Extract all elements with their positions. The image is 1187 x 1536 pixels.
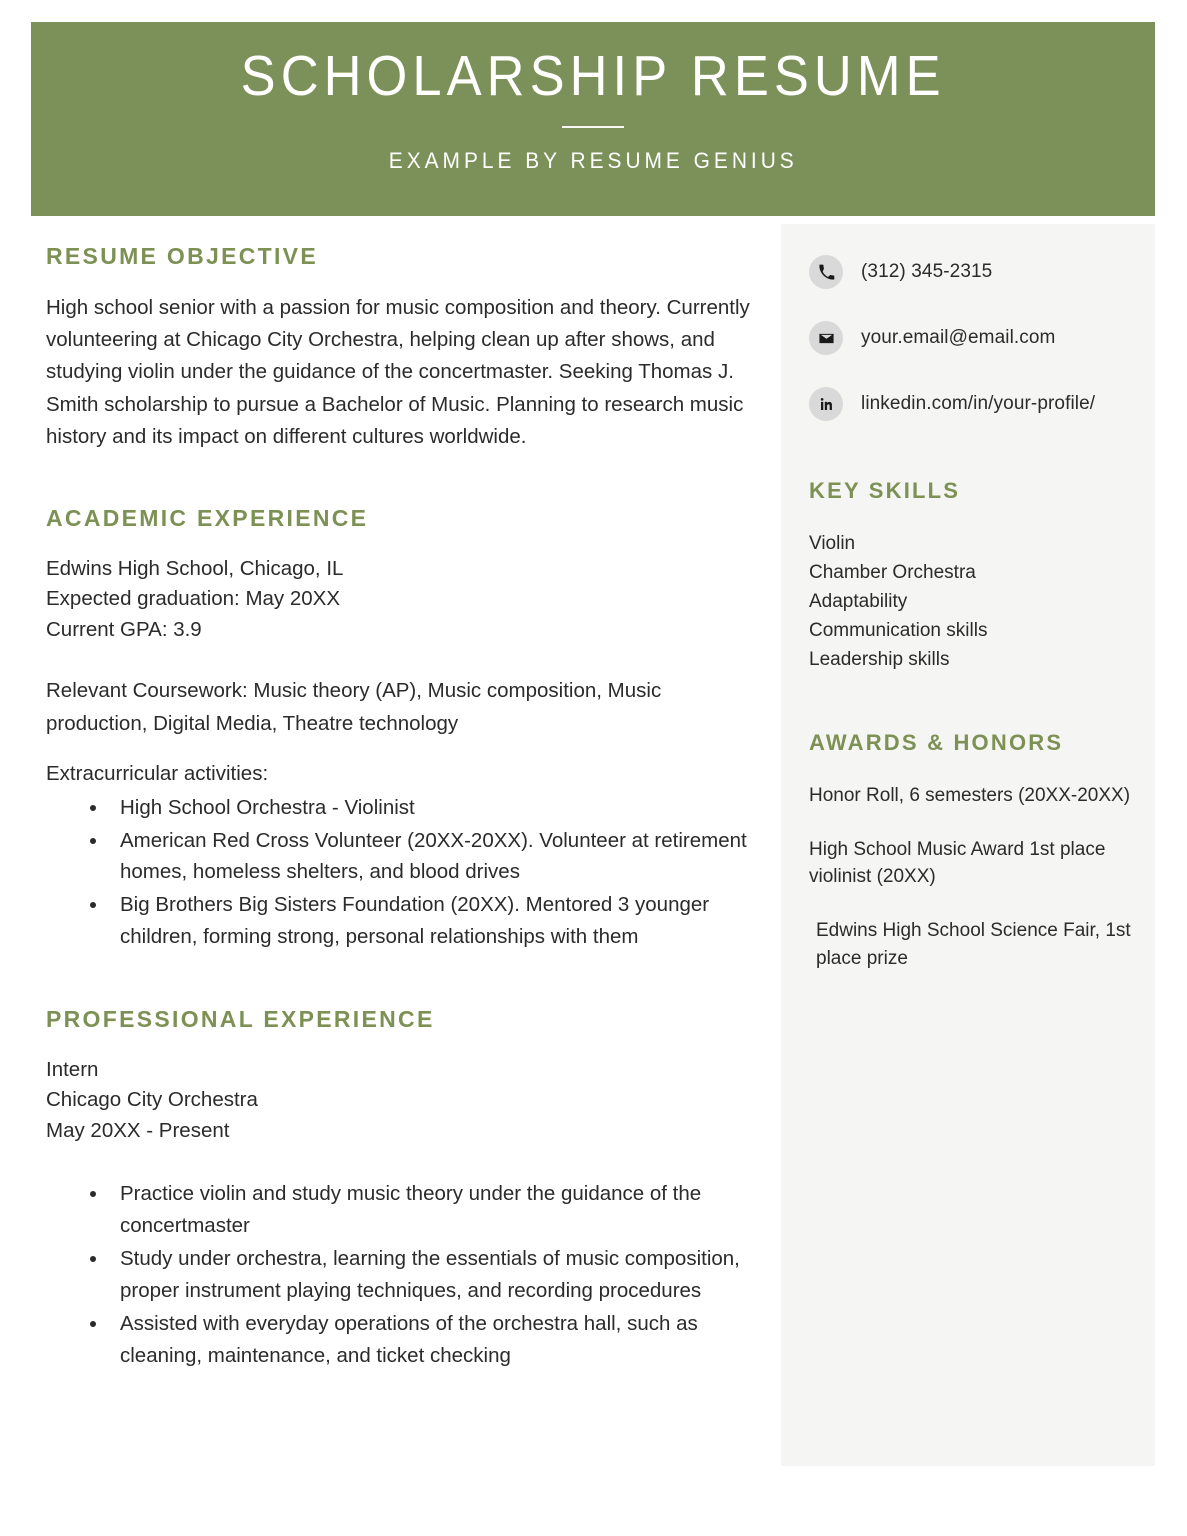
- academic-coursework: Relevant Coursework: Music theory (AP), Music composition, Music production, Digital Media, Theatre technology: [46, 679, 662, 735]
- section-spacer: [46, 453, 752, 505]
- list-item: Practice violin and study music theory under the guidance of the concertmaster: [88, 1178, 752, 1242]
- academic-gpa: Current GPA: 3.9: [46, 617, 202, 641]
- list-item: Study under orchestra, learning the essentials of music composition, proper instrument playing techniques, and recording procedures: [88, 1243, 752, 1307]
- main-content: [46, 243, 752, 1373]
- title-divider: [562, 126, 624, 128]
- professional-section: [46, 1006, 752, 1372]
- key-skills-section: [809, 478, 1133, 674]
- list-item: Leadership skills: [809, 648, 950, 670]
- objective-text: High school senior with a passion for music composition and theory. Currently volunteering at Chicago City Orchestra, helping clean up after shows, and studying violin under the guidance of the concertmaster. Seeking Thomas J. Smith scholarship to pursue a Bachelor of Music. Planning to research music history and its impact on different cultures worldwide.: [46, 296, 750, 448]
- extracurricular-label: Extracurricular activities:: [46, 761, 269, 785]
- block-spacer: [46, 645, 752, 675]
- objective-section: [46, 243, 752, 453]
- header-banner: [31, 22, 1155, 216]
- key-skills-list: [809, 530, 1133, 674]
- job-title: Intern: [46, 1057, 99, 1081]
- sidebar: [781, 224, 1155, 1466]
- awards-heading: AWARDS & HONORS: [809, 730, 1064, 756]
- key-skills-heading: KEY SKILLS: [809, 478, 961, 503]
- professional-bullets: [46, 1178, 752, 1372]
- phone-icon: [809, 255, 843, 289]
- list-item: Edwins High School Science Fair, 1st place prize: [816, 920, 1131, 969]
- list-item: High School Orchestra - Violinist: [88, 792, 752, 823]
- linkedin-icon: [809, 387, 843, 421]
- linkedin-value: linkedin.com/in/your-profile/: [861, 392, 1096, 414]
- block-spacer: [46, 740, 752, 758]
- list-item: Honor Roll, 6 semesters (20XX-20XX): [809, 785, 1131, 807]
- list-item: Chamber Orchestra: [809, 561, 976, 583]
- email-icon: [809, 321, 843, 355]
- extracurricular-list: [46, 792, 752, 952]
- page-subtitle: EXAMPLE BY RESUME GENIUS: [388, 147, 798, 173]
- phone-value: (312) 345-2315: [861, 260, 993, 282]
- email-value: your.email@email.com: [861, 326, 1056, 348]
- contact-item-phone[interactable]: [809, 254, 1133, 290]
- academic-heading: ACADEMIC EXPERIENCE: [46, 504, 369, 531]
- academic-school: Edwins High School, Chicago, IL: [46, 556, 344, 580]
- section-spacer: [46, 954, 752, 1006]
- list-item: Big Brothers Big Sisters Foundation (20XX). Mentored 3 younger children, forming strong, personal relationships with them: [88, 889, 752, 951]
- list-item: Assisted with everyday operations of the orchestra hall, such as cleaning, maintenance, and ticket checking: [88, 1308, 752, 1372]
- objective-heading: RESUME OBJECTIVE: [46, 243, 318, 269]
- block-spacer: [46, 1146, 752, 1176]
- contact-item-email[interactable]: [809, 320, 1133, 356]
- professional-heading: PROFESSIONAL EXPERIENCE: [46, 1005, 435, 1032]
- academic-graduation: Expected graduation: May 20XX: [46, 587, 341, 611]
- page-title: SCHOLARSHIP RESUME: [240, 44, 946, 108]
- list-item: Adaptability: [809, 590, 908, 612]
- contact-list: [809, 254, 1133, 422]
- awards-section: [809, 730, 1133, 972]
- list-item: High School Music Award 1st place violinist (20XX): [809, 838, 1106, 888]
- job-company: Chicago City Orchestra: [46, 1088, 258, 1112]
- academic-section: [46, 505, 752, 952]
- list-item: Violin: [809, 533, 856, 554]
- contact-item-linkedin[interactable]: [809, 386, 1133, 422]
- job-dates: May 20XX - Present: [46, 1118, 230, 1142]
- list-item: American Red Cross Volunteer (20XX-20XX). Volunteer at retirement homes, homeless shelters, and blood drives: [88, 825, 752, 887]
- list-item: Communication skills: [809, 619, 988, 641]
